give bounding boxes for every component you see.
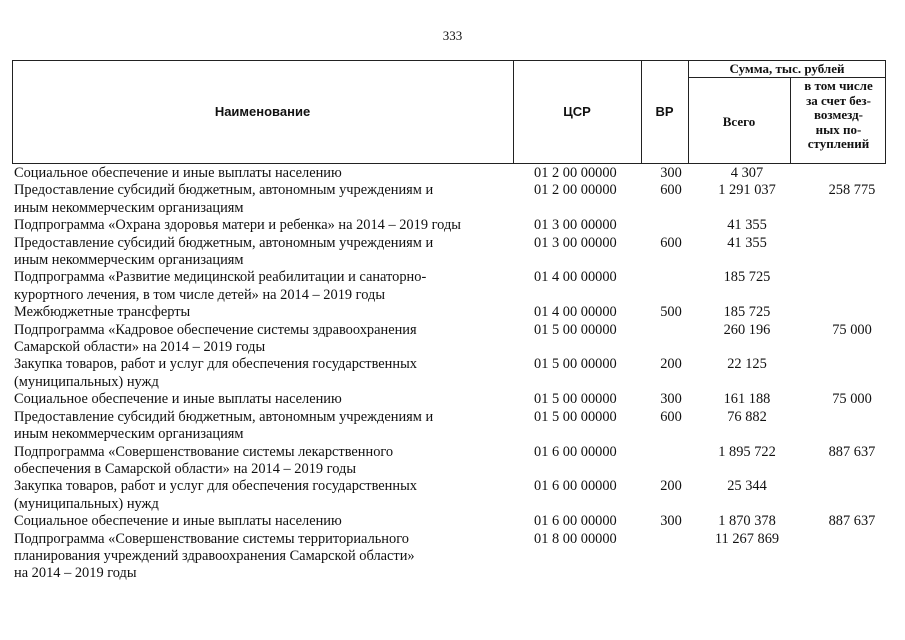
- row-total: 1 870 378: [718, 513, 776, 530]
- row-csr: 01 5 00 00000: [534, 356, 617, 373]
- row-vr: 600: [660, 182, 682, 199]
- row-name-line: Самарской области» на 2014 – 2019 годы: [14, 339, 266, 356]
- table-row: [14, 182, 890, 217]
- row-total: 11 267 869: [714, 530, 780, 547]
- row-total: 161 188: [723, 391, 771, 408]
- row-total: 76 882: [727, 408, 767, 425]
- row-name-line: иным некоммерческим организациям: [14, 252, 244, 269]
- table-row: [14, 217, 890, 234]
- table-row: [14, 391, 890, 408]
- row-total: 1 291 037: [718, 182, 776, 199]
- row-name: [14, 235, 504, 270]
- header-sum-group: Сумма, тыс. рублей: [729, 61, 845, 76]
- row-name-line: Подпрограмма «Охрана здоровья матери и ребенка» на 2014 – 2019 годы: [14, 217, 461, 234]
- row-name-line: на 2014 – 2019 годы: [14, 565, 137, 582]
- row-total: 41 355: [727, 217, 767, 234]
- row-total: 1 895 722: [718, 443, 776, 460]
- row-name: [14, 269, 504, 304]
- row-name-line: иным некоммерческим организациям: [14, 426, 244, 443]
- row-csr: 01 4 00 00000: [534, 304, 617, 321]
- row-csr: 01 8 00 00000: [534, 530, 617, 547]
- row-name-line: Предоставление субсидий бюджетным, автономным учреждениям и: [14, 234, 434, 251]
- row-name: [14, 322, 504, 357]
- table-row: [14, 235, 890, 270]
- row-csr: 01 4 00 00000: [534, 269, 617, 286]
- row-bezvozmezd: 258 775: [828, 182, 876, 199]
- row-bezvozmezd: 887 637: [828, 513, 876, 530]
- row-name-line: Социальное обеспечение и иные выплаты населению: [14, 513, 342, 530]
- header-csr: ЦСР: [563, 104, 591, 119]
- table-row: [14, 304, 890, 321]
- row-name: [14, 182, 504, 217]
- row-name: [14, 478, 504, 513]
- row-name: [14, 531, 504, 583]
- row-csr: 01 6 00 00000: [534, 443, 617, 460]
- table-row: [14, 531, 890, 583]
- table-row: [14, 269, 890, 304]
- row-csr: 01 6 00 00000: [534, 513, 617, 530]
- row-name-line: Подпрограмма «Развитие медицинской реабилитации и санаторно-: [14, 269, 427, 286]
- row-total: 4 307: [730, 165, 764, 181]
- row-name: [14, 391, 504, 408]
- row-name-line: Предоставление субсидий бюджетным, автономным учреждениям и: [14, 182, 434, 199]
- row-name-line: обеспечения в Самарской области» на 2014 – 2019 годы: [14, 460, 356, 477]
- table-row: [14, 165, 890, 182]
- row-name-line: Подпрограмма «Совершенствование системы территориального: [14, 530, 409, 547]
- row-bezvozmezd: 75 000: [832, 391, 872, 408]
- page-number: 333: [442, 28, 463, 43]
- header-bezvozmezd-line: возмезд-: [814, 107, 863, 123]
- row-name-line: Закупка товаров, работ и услуг для обеспечения государственных: [14, 356, 417, 373]
- row-bezvozmezd: 887 637: [828, 443, 876, 460]
- row-name-line: Подпрограмма «Совершенствование системы лекарственного: [14, 443, 394, 460]
- row-name-line: (муниципальных) нужд: [14, 495, 159, 512]
- header-bezvozmezd-line: ных по-: [815, 121, 862, 137]
- row-name: [14, 513, 504, 530]
- row-csr: 01 2 00 00000: [534, 165, 617, 181]
- row-name-line: иным некоммерческим организациям: [14, 199, 244, 216]
- header-bezvozmezd-line: в том числе: [804, 78, 873, 93]
- row-vr: 300: [660, 165, 682, 181]
- row-name: [14, 356, 504, 391]
- row-name: [14, 217, 504, 234]
- row-bezvozmezd: 75 000: [832, 321, 872, 338]
- row-total: 25 344: [727, 478, 767, 495]
- row-name-line: Социальное обеспечение и иные выплаты населению: [14, 391, 342, 408]
- row-name-line: Межбюджетные трансферты: [14, 304, 191, 321]
- table-body: [14, 165, 890, 583]
- table-row: [14, 513, 890, 530]
- row-vr: 500: [660, 304, 682, 321]
- header-vr: ВР: [655, 104, 674, 119]
- row-name: [14, 165, 504, 182]
- table-row: [14, 478, 890, 513]
- row-vr: 300: [660, 391, 682, 408]
- row-name-line: Предоставление субсидий бюджетным, автономным учреждениям и: [14, 408, 434, 425]
- row-vr: 600: [660, 408, 682, 425]
- row-total: 41 355: [727, 234, 767, 251]
- row-csr: 01 3 00 00000: [534, 217, 617, 234]
- row-csr: 01 2 00 00000: [534, 182, 617, 199]
- row-name-line: Социальное обеспечение и иные выплаты населению: [14, 165, 342, 181]
- row-name-line: курортного лечения, в том числе детей» на 2014 – 2019 годы: [14, 286, 385, 303]
- row-csr: 01 5 00 00000: [534, 408, 617, 425]
- row-total: 185 725: [723, 304, 771, 321]
- table-row: [14, 356, 890, 391]
- header-total: Всего: [722, 114, 756, 129]
- row-csr: 01 6 00 00000: [534, 478, 617, 495]
- header-name: Наименование: [214, 104, 311, 119]
- row-vr: 200: [660, 478, 682, 495]
- row-total: 22 125: [727, 356, 767, 373]
- row-name-line: (муниципальных) нужд: [14, 373, 159, 390]
- row-csr: 01 3 00 00000: [534, 234, 617, 251]
- row-total: 260 196: [723, 321, 771, 338]
- row-vr: 300: [660, 513, 682, 530]
- row-csr: 01 5 00 00000: [534, 321, 617, 338]
- table-row: [14, 444, 890, 479]
- header-bottom-border: [12, 163, 886, 164]
- row-name-line: планирования учреждений здравоохранения Самарской области»: [14, 547, 415, 564]
- row-name-line: Закупка товаров, работ и услуг для обеспечения государственных: [14, 478, 417, 495]
- header-bezvozmezd-line: за счет без-: [806, 92, 871, 108]
- row-total: 185 725: [723, 269, 771, 286]
- row-csr: 01 5 00 00000: [534, 391, 617, 408]
- row-name: [14, 304, 504, 321]
- table-row: [14, 409, 890, 444]
- table-row: [14, 322, 890, 357]
- row-name-line: Подпрограмма «Кадровое обеспечение системы здравоохранения: [14, 321, 417, 338]
- row-vr: 600: [660, 234, 682, 251]
- header-bezvozmezd: [791, 79, 886, 152]
- table-header: [12, 60, 886, 164]
- row-name: [14, 409, 504, 444]
- header-bezvozmezd-line: ступлений: [807, 136, 870, 152]
- row-vr: 200: [660, 356, 682, 373]
- row-name: [14, 444, 504, 479]
